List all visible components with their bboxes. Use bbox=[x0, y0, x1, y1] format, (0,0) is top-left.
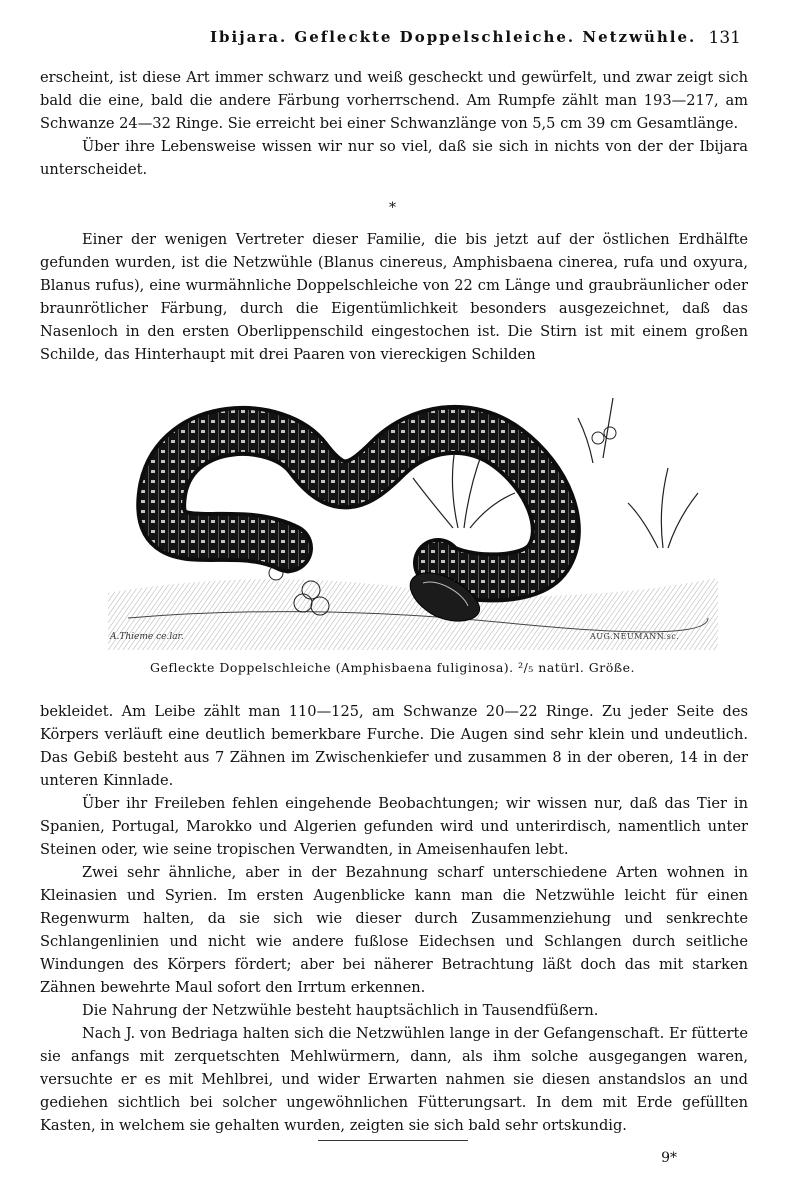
paragraph: erscheint, ist diese Art immer schwarz und weiß gescheckt und gewürfelt, und zwar zeigt sich bald die eine, bald die andere Färbung vorherrschend. Am Rumpfe zählt man 193—217, am Schwanze 24—32 Ringe. Sie erreicht bei einer Schwanzlänge von 5,5 cm 39 cm Gesamtlänge. bbox=[40, 69, 748, 132]
text-block-middle bbox=[40, 228, 748, 366]
signature-mark: 9* bbox=[661, 1150, 677, 1166]
illustrator-credit: A.Thieme ce.lar. bbox=[110, 632, 184, 642]
paragraph: Zwei sehr ähnliche, aber in der Bezahnung scharf unterschiedene Arten wohnen in Kleinasien und Syrien. Im ersten Augenblicke kann man die Netzwühle leicht für einen Regenwurm halten, da sie sich wie dieser durch Zusammenziehung und senkrechte Schlangenlinien und nicht wie andere fußlose Eidechsen und Schlangen durch seitliche Windungen des Körpers fördert; aber bei näherer Betrachtung läßt doch das mit starken Zähnen bewehrte Maul sofort den Irrtum erkennen. bbox=[40, 864, 748, 996]
paragraph: Einer der wenigen Vertreter dieser Familie, die bis jetzt auf der östlichen Erdhälfte gefunden wurden, ist die Netzwühle (Blanus cinereus, Amphisbaena cinerea, rufa und oxyura, Blanus rufus), eine wurmähnliche Doppelschleiche von 22 cm Länge und graubräunlicher oder braunrötlicher Färbung, durch die Eigentümlichkeit besonders ausgezeichnet, daß das Nasenloch in den ersten Oberlippenschild eingestochen ist. Die Stirn ist mit einem großen Schilde, das Hinterhaupt mit drei Paaren von viereckigen Schilden bbox=[40, 231, 748, 363]
paragraph: Über ihre Lebensweise wissen wir nur so viel, daß sie sich in nichts von der der Ibijara unterscheidet. bbox=[40, 138, 748, 178]
paragraph: bekleidet. Am Leibe zählt man 110—125, am Schwanze 20—22 Ringe. Zu jeder Seite des Körpers verläuft eine deutlich bemerkbare Furche. Die Augen sind sehr klein und undeutlich. Das Gebiß besteht aus 7 Zähnen im Zwischenkiefer und zusammen 8 in der oberen, 14 in der unteren Kinnlade. bbox=[40, 703, 748, 789]
page-header bbox=[40, 28, 745, 52]
footer-rule bbox=[318, 1140, 468, 1141]
paragraph: Die Nahrung der Netzwühle besteht hauptsächlich in Tausendfüßern. bbox=[82, 1002, 599, 1019]
paragraph: Nach J. von Bedriaga halten sich die Netzwühlen lange in der Gefangenschaft. Er fütterte sie anfangs mit zerquetschten Mehlwürmern, dann, als ihm solche ausgegangen waren, versuchte er es mit Mehlbrei, und wider Erwarten nahmen sie diesen anstandslos an und gediehen sichtlich bei solcher ungewöhnlichen Fütterungsart. In dem mit Erde gefüllten Kasten, in welchem sie gehalten wurden, zeigten sie sich bald sehr ortskundig. bbox=[40, 1025, 748, 1134]
engraving-image bbox=[108, 378, 718, 650]
paragraph: Über ihr Freileben fehlen eingehende Beobachtungen; wir wissen nur, daß das Tier in Spanien, Portugal, Marokko und Algerien gefunden wird und unterirdisch, namentlich unter Steinen oder, wie seine tropischen Verwandten, in Ameisenhaufen lebt. bbox=[40, 795, 748, 858]
amphisbaena-illustration bbox=[108, 378, 718, 650]
text-block-top bbox=[40, 66, 748, 181]
engraver-credit: AUG.NEUMANN.sc. bbox=[590, 632, 680, 641]
section-separator: * bbox=[389, 200, 396, 216]
figure-caption: Gefleckte Doppelschleiche (Amphisbaena fuliginosa). ²/₅ natürl. Größe. bbox=[150, 660, 635, 675]
text-block-bottom bbox=[40, 700, 748, 1137]
page-number: 131 bbox=[708, 28, 741, 48]
running-head: Ibijara. Gefleckte Doppelschleiche. Netzwühle. bbox=[210, 28, 697, 46]
